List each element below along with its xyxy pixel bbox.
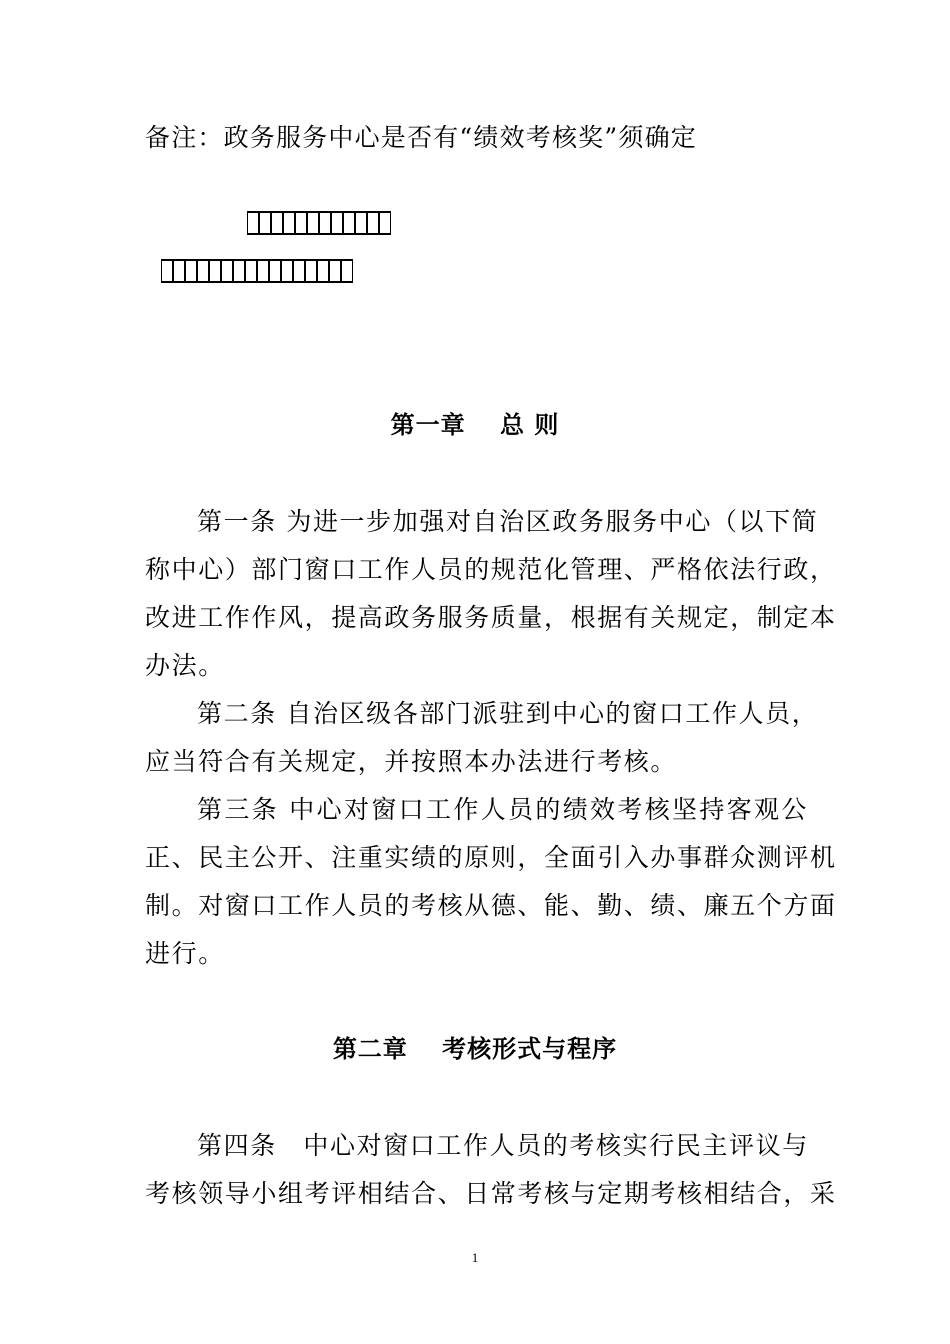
missing-glyph-box (259, 211, 271, 235)
missing-glyph-box (173, 259, 185, 283)
article-1-line-4: 办法。 (145, 651, 225, 680)
missing-glyph-box (295, 211, 307, 235)
garbled-title-line-2 (161, 259, 353, 285)
article-3-line-4: 进行。 (145, 939, 225, 968)
missing-glyph-box (233, 259, 245, 283)
page-number: 1 (471, 1250, 479, 1265)
missing-glyph-box (281, 259, 293, 283)
missing-glyph-box (209, 259, 221, 283)
garbled-title-line-1 (247, 211, 391, 237)
missing-glyph-box (185, 259, 197, 283)
missing-glyph-box (257, 259, 269, 283)
missing-glyph-box (331, 211, 343, 235)
missing-glyph-box (317, 259, 329, 283)
article-1-line-3: 改进工作作风，提高政务服务质量，根据有关规定，制定本 (145, 603, 837, 632)
missing-glyph-box (341, 259, 353, 283)
missing-glyph-box (271, 211, 283, 235)
article-3-line-3: 制。对窗口工作人员的考核从德、能、勤、绩、廉五个方面 (145, 891, 837, 920)
missing-glyph-box (343, 211, 355, 235)
missing-glyph-box (247, 211, 259, 235)
chapter-1-heading: 第一章 总 则 (390, 411, 560, 439)
missing-glyph-box (307, 211, 319, 235)
article-2-line-1: 第二条 自治区级各部门派驻到中心的窗口工作人员， (197, 699, 819, 728)
missing-glyph-box (269, 259, 281, 283)
missing-glyph-box (197, 259, 209, 283)
missing-glyph-box (161, 259, 173, 283)
missing-glyph-box (355, 211, 367, 235)
article-1-line-2: 称中心）部门窗口工作人员的规范化管理、严格依法行政， (145, 555, 837, 584)
missing-glyph-box (329, 259, 341, 283)
missing-glyph-box (367, 211, 379, 235)
missing-glyph-box (283, 211, 295, 235)
missing-glyph-box (293, 259, 305, 283)
chapter-2-heading: 第二章 考核形式与程序 (332, 1035, 618, 1063)
missing-glyph-box (379, 211, 391, 235)
article-4-line-1: 第四条 中心对窗口工作人员的考核实行民主评议与 (197, 1131, 809, 1160)
missing-glyph-box (305, 259, 317, 283)
missing-glyph-box (221, 259, 233, 283)
missing-glyph-box (245, 259, 257, 283)
article-2-line-2: 应当符合有关规定，并按照本办法进行考核。 (145, 747, 678, 776)
article-4-line-2: 考核领导小组考评相结合、日常考核与定期考核相结合，采 (145, 1179, 837, 1208)
article-1-line-1: 第一条 为进一步加强对自治区政务服务中心（以下简 (197, 507, 819, 536)
missing-glyph-box (319, 211, 331, 235)
article-3-line-2: 正、民主公开、注重实绩的原则，全面引入办事群众测评机 (145, 843, 837, 872)
remark-note: 备注：政务服务中心是否有“绩效考核奖”须确定 (145, 123, 697, 152)
article-3-line-1: 第三条 中心对窗口工作人员的绩效考核坚持客观公 (197, 795, 808, 824)
